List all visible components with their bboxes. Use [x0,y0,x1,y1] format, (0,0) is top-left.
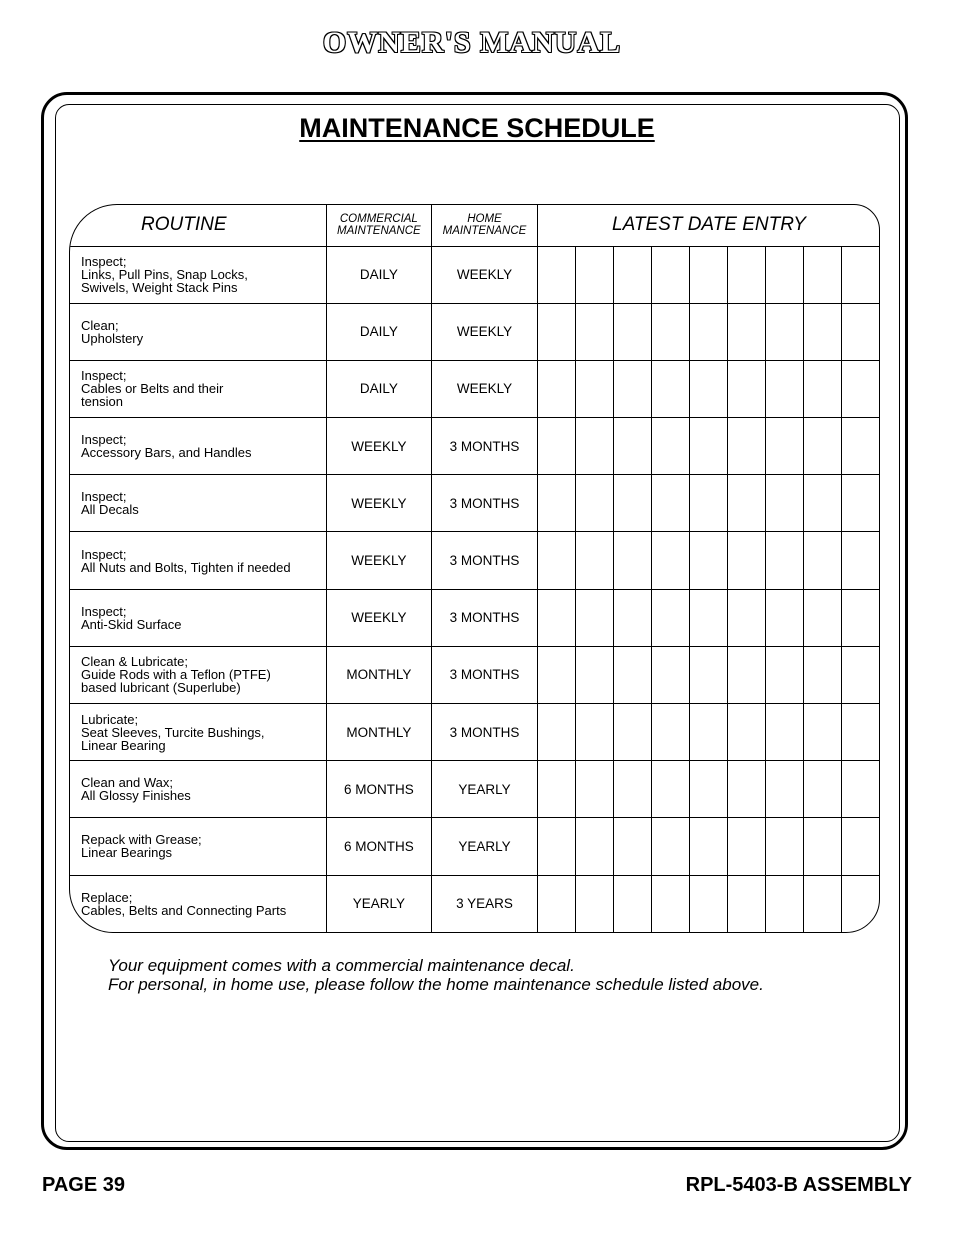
routine-line: Clean; [81,317,119,333]
date-entry-cell[interactable] [804,761,842,818]
date-entry-cell[interactable] [576,875,614,932]
routine-cell [69,532,326,589]
commercial-frequency-cell: DAILY [326,246,431,303]
date-entry-cell[interactable] [690,646,728,703]
date-entry-cell[interactable] [576,532,614,589]
date-entry-cell[interactable] [652,589,690,646]
schedule-title: MAINTENANCE SCHEDULE [299,113,655,143]
home-frequency-cell: WEEKLY [431,303,537,360]
date-entry-cell[interactable] [538,589,576,646]
table-header-row [69,204,880,246]
latest-date-entry-column-header: LATEST DATE ENTRY [538,204,880,246]
routine-line: tension [81,394,123,410]
date-entry-cell[interactable] [690,303,728,360]
home-frequency-cell: 3 MONTHS [431,589,537,646]
date-entry-cell[interactable] [728,589,766,646]
date-entry-cell[interactable] [766,418,804,475]
commercial-maintenance-column-header [326,204,431,246]
routine-line: Replace; [81,889,133,905]
date-entry-cell[interactable] [538,532,576,589]
commercial-frequency-cell: 6 MONTHS [326,818,431,875]
date-entry-cell[interactable] [690,704,728,761]
date-entry-cell[interactable] [538,246,576,303]
table-row [69,589,880,646]
table-row [69,532,880,589]
date-entry-cell[interactable] [842,589,880,646]
date-entry-cell[interactable] [766,532,804,589]
routine-line: All Decals [81,502,139,518]
date-entry-cell[interactable] [690,532,728,589]
table-row [69,246,880,303]
maintenance-schedule-table [69,204,880,933]
date-entry-cell[interactable] [842,475,880,532]
routine-line: Anti-Skid Surface [81,616,182,632]
date-entry-cell[interactable] [538,761,576,818]
date-entry-cell[interactable] [766,875,804,932]
date-entry-cell[interactable] [842,818,880,875]
commercial-frequency-cell: MONTHLY [326,646,431,703]
routine-line: Linear Bearing [81,737,166,753]
home-frequency-cell: 3 MONTHS [431,475,537,532]
date-entry-cell[interactable] [538,360,576,417]
routine-cell [69,761,326,818]
home-frequency-cell: YEARLY [431,761,537,818]
commercial-frequency-cell: WEEKLY [326,418,431,475]
routine-line: Lubricate; [81,711,139,727]
date-entry-cell[interactable] [766,818,804,875]
date-entry-cell[interactable] [576,704,614,761]
assembly-code: RPL-5403-B ASSEMBLY [685,1174,912,1196]
home-frequency-cell: 3 YEARS [431,875,537,932]
date-entry-cell[interactable] [728,246,766,303]
date-entry-cell[interactable] [690,418,728,475]
date-entry-cell[interactable] [842,360,880,417]
routine-line: Accessory Bars, and Handles [81,445,252,461]
home-frequency-cell: 3 MONTHS [431,418,537,475]
date-entry-cell[interactable] [842,646,880,703]
home-maintenance-column-header [431,204,537,246]
date-entry-cell[interactable] [538,475,576,532]
date-entry-cell[interactable] [614,646,652,703]
date-entry-cell[interactable] [538,818,576,875]
date-entry-cell[interactable] [614,761,652,818]
date-entry-cell[interactable] [652,704,690,761]
table-row [69,818,880,875]
maintenance-note [108,957,868,994]
date-entry-cell[interactable] [690,589,728,646]
date-entry-cell[interactable] [614,360,652,417]
date-entry-cell[interactable] [804,475,842,532]
manual-title: OWNER'S MANUAL [322,26,622,59]
date-entry-cell[interactable] [652,475,690,532]
date-entry-cell[interactable] [766,475,804,532]
routine-column-header: ROUTINE [69,204,326,246]
date-entry-cell[interactable] [804,875,842,932]
date-entry-cell[interactable] [652,303,690,360]
commercial-frequency-cell: WEEKLY [326,475,431,532]
date-entry-cell[interactable] [576,761,614,818]
routine-cell [69,303,326,360]
routine-cell [69,360,326,417]
routine-line: Cables, Belts and Connecting Parts [81,902,287,918]
date-entry-cell[interactable] [576,360,614,417]
date-entry-cell[interactable] [652,761,690,818]
date-entry-cell[interactable] [728,761,766,818]
date-entry-cell[interactable] [766,704,804,761]
table-row [69,704,880,761]
routine-line: Clean and Wax; [81,775,174,791]
commercial-frequency-cell: YEARLY [326,875,431,932]
home-frequency-cell: WEEKLY [431,360,537,417]
note-line-1: Your equipment comes with a commercial maintenance decal. [108,956,575,975]
routine-cell [69,646,326,703]
routine-cell [69,875,326,932]
date-entry-cell[interactable] [804,589,842,646]
date-entry-cell[interactable] [766,246,804,303]
date-entry-cell[interactable] [842,246,880,303]
table-row [69,303,880,360]
date-entry-cell[interactable] [538,646,576,703]
routine-cell [69,246,326,303]
date-entry-cell[interactable] [728,303,766,360]
date-entry-cell[interactable] [576,646,614,703]
date-entry-cell[interactable] [766,646,804,703]
date-entry-cell[interactable] [576,475,614,532]
routine-cell [69,704,326,761]
commercial-frequency-cell: WEEKLY [326,589,431,646]
date-entry-cell[interactable] [652,360,690,417]
routine-line: Inspect; [81,546,127,562]
commercial-frequency-cell: MONTHLY [326,704,431,761]
date-entry-cell[interactable] [652,818,690,875]
date-entry-cell[interactable] [614,475,652,532]
table-row [69,761,880,818]
date-entry-cell[interactable] [842,418,880,475]
date-entry-cell[interactable] [728,646,766,703]
date-entry-cell[interactable] [728,532,766,589]
home-header-line2: MAINTENANCE [442,224,527,237]
date-entry-cell[interactable] [804,418,842,475]
date-entry-cell[interactable] [804,360,842,417]
table-row [69,418,880,475]
date-entry-cell[interactable] [728,704,766,761]
commercial-frequency-cell: 6 MONTHS [326,761,431,818]
date-entry-cell[interactable] [766,360,804,417]
date-entry-cell[interactable] [614,818,652,875]
date-entry-cell[interactable] [576,303,614,360]
date-entry-cell[interactable] [576,246,614,303]
date-entry-cell[interactable] [690,818,728,875]
date-entry-cell[interactable] [538,303,576,360]
note-line-2: For personal, in home use, please follow the home maintenance schedule listed above. [108,974,764,994]
routine-line: Inspect; [81,489,127,505]
date-entry-cell[interactable] [804,246,842,303]
home-frequency-cell: WEEKLY [431,246,537,303]
date-entry-cell[interactable] [728,818,766,875]
routine-cell [69,475,326,532]
date-entry-cell[interactable] [766,761,804,818]
date-entry-cell[interactable] [728,475,766,532]
commercial-header-line2: MAINTENANCE [337,224,421,237]
date-entry-cell[interactable] [614,303,652,360]
routine-cell [69,818,326,875]
home-header-line1: HOME [467,212,502,225]
routine-line: Inspect; [81,254,127,270]
routine-line: Swivels, Weight Stack Pins [81,280,238,296]
date-entry-cell[interactable] [576,589,614,646]
date-entry-cell[interactable] [652,246,690,303]
date-entry-cell[interactable] [690,246,728,303]
table-row [69,875,880,932]
date-entry-cell[interactable] [576,818,614,875]
date-entry-cell[interactable] [614,532,652,589]
date-entry-cell[interactable] [614,875,652,932]
routine-line: Links, Pull Pins, Snap Locks, [81,267,248,283]
routine-cell [69,418,326,475]
date-entry-cell[interactable] [728,360,766,417]
date-entry-cell[interactable] [842,303,880,360]
date-entry-cell[interactable] [766,303,804,360]
date-entry-cell[interactable] [614,246,652,303]
date-entry-cell[interactable] [614,704,652,761]
routine-line: Guide Rods with a Teflon (PTFE) [81,667,271,683]
date-entry-cell[interactable] [804,646,842,703]
date-entry-cell[interactable] [690,761,728,818]
date-entry-cell[interactable] [652,532,690,589]
commercial-header-line1: COMMERCIAL [339,212,418,225]
date-entry-cell[interactable] [652,418,690,475]
date-entry-cell[interactable] [766,589,804,646]
date-entry-cell[interactable] [842,875,880,932]
routine-line: Cables or Belts and their [81,381,224,397]
routine-line: Seat Sleeves, Turcite Bushings, [81,724,265,740]
date-entry-cell[interactable] [804,532,842,589]
date-entry-cell[interactable] [804,704,842,761]
home-frequency-cell: 3 MONTHS [431,704,537,761]
date-entry-cell[interactable] [576,418,614,475]
routine-line: Linear Bearings [81,845,173,861]
commercial-frequency-cell: DAILY [326,360,431,417]
date-entry-cell[interactable] [538,418,576,475]
home-frequency-cell: 3 MONTHS [431,532,537,589]
routine-line: Upholstery [81,330,144,346]
routine-line: Inspect; [81,432,127,448]
date-entry-cell[interactable] [652,875,690,932]
routine-line: Inspect; [81,603,127,619]
date-entry-cell[interactable] [652,646,690,703]
page-number: PAGE 39 [42,1174,125,1196]
table-row [69,475,880,532]
home-frequency-cell: YEARLY [431,818,537,875]
date-entry-cell[interactable] [804,818,842,875]
routine-line: Clean & Lubricate; [81,654,188,670]
date-entry-cell[interactable] [690,875,728,932]
table-row [69,646,880,703]
date-entry-cell[interactable] [728,875,766,932]
date-entry-cell[interactable] [690,360,728,417]
table-row [69,360,880,417]
routine-line: Inspect; [81,368,127,384]
routine-line: based lubricant (Superlube) [81,680,241,696]
commercial-frequency-cell: WEEKLY [326,532,431,589]
routine-line: All Nuts and Bolts, Tighten if needed [81,559,291,575]
date-entry-cell[interactable] [690,475,728,532]
home-frequency-cell: 3 MONTHS [431,646,537,703]
date-entry-cell[interactable] [842,704,880,761]
routine-line: All Glossy Finishes [81,788,191,804]
date-entry-cell[interactable] [614,589,652,646]
commercial-frequency-cell: DAILY [326,303,431,360]
date-entry-cell[interactable] [614,418,652,475]
date-entry-cell[interactable] [728,418,766,475]
date-entry-cell[interactable] [842,761,880,818]
routine-line: Repack with Grease; [81,832,202,848]
routine-cell [69,589,326,646]
date-entry-cell[interactable] [804,303,842,360]
date-entry-cell[interactable] [842,532,880,589]
date-entry-cell[interactable] [538,704,576,761]
date-entry-cell[interactable] [538,875,576,932]
